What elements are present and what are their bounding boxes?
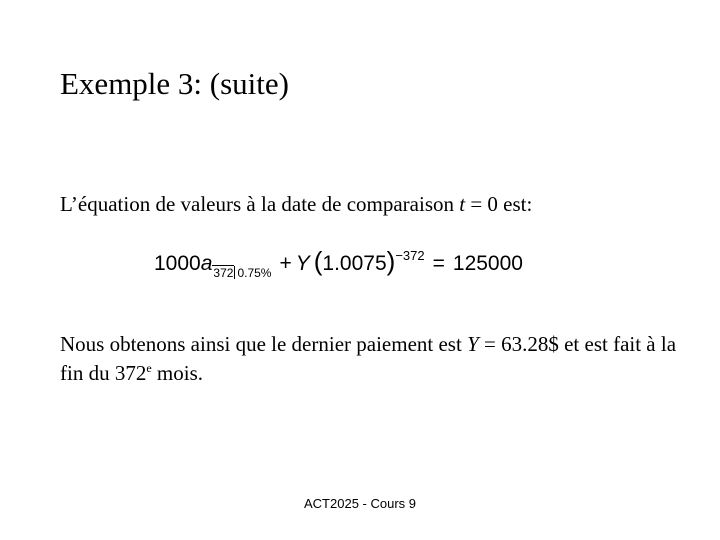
equation-plus: + [279, 252, 292, 275]
conclusion-text-2: = 63.28$ et est fait à la fin du 372 [60, 332, 677, 385]
value-equation [154, 246, 523, 286]
conclusion-variable-y: Y [467, 332, 479, 356]
intro-text-after: = 0 est: [465, 192, 533, 216]
intro-text-before: L’équation de valeurs à la date de comparaison [60, 192, 460, 216]
conclusion-text-1: Nous obtenons ainsi que le dernier paiement est [60, 332, 468, 356]
slide-footer: ACT2025 - Cours 9 [304, 496, 416, 511]
annuity-angle-notation [212, 265, 271, 279]
equation-open-paren: ( [313, 246, 323, 276]
equation-coefficient: 1000 [154, 252, 201, 275]
annuity-symbol: a [200, 252, 213, 275]
equation-base: 1.0075 [322, 252, 387, 275]
slide-title: Exemple 3: (suite) [60, 66, 289, 101]
equation-equals: = [432, 252, 445, 275]
annuity-rate: 0.75% [234, 266, 271, 279]
equation-variable-y: Y [295, 252, 310, 275]
equation-close-paren: ) [386, 246, 396, 276]
intro-paragraph [60, 192, 532, 217]
conclusion-superscript: e [146, 361, 152, 375]
conclusion-text-3: mois. [151, 361, 203, 385]
equation-rhs: 125000 [452, 252, 523, 275]
equation-exponent: −372 [395, 248, 425, 263]
conclusion-paragraph [60, 330, 680, 391]
intro-variable-t: t [459, 192, 466, 216]
annuity-term: 372 [213, 266, 234, 280]
